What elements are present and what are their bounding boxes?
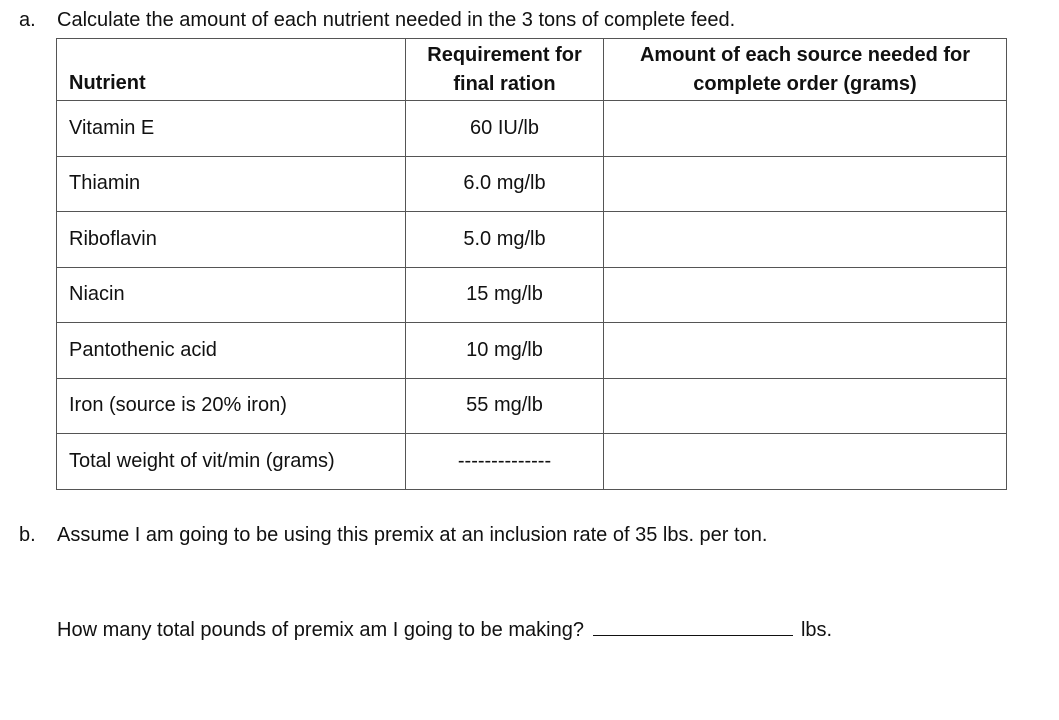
amount-answer-cell[interactable]: [604, 323, 1007, 379]
nutrient-name-cell: Riboflavin: [57, 212, 406, 268]
header-requirement: [406, 39, 604, 101]
header-amount: [604, 39, 1007, 101]
table-header-row: [57, 39, 1007, 101]
nutrient-name-cell: Thiamin: [57, 156, 406, 212]
total-pounds-answer-blank[interactable]: [593, 616, 793, 636]
table-row: [57, 156, 1007, 212]
table-row: [57, 267, 1007, 323]
question-a-text: Calculate the amount of each nutrient needed in the 3 tons of complete feed.: [57, 9, 736, 31]
nutrient-name-cell: Pantothenic acid: [57, 323, 406, 379]
amount-answer-cell[interactable]: [604, 267, 1007, 323]
question-b-text: Assume I am going to be using this premix at an inclusion rate of 35 lbs. per ton.: [57, 524, 768, 546]
nutrient-table: [56, 38, 1007, 490]
nutrient-name-cell: Niacin: [57, 267, 406, 323]
requirement-cell: 6.0 mg/lb: [406, 156, 604, 212]
total-weight-answer-cell[interactable]: [604, 434, 1007, 490]
requirement-cell: 5.0 mg/lb: [406, 212, 604, 268]
header-amount-line1: Amount of each source needed for: [639, 43, 971, 66]
table-row: [57, 101, 1007, 157]
question-a-marker: a.: [19, 9, 36, 31]
header-requirement-line2: final ration: [453, 72, 556, 95]
question-b-marker: b.: [19, 524, 36, 546]
amount-answer-cell[interactable]: [604, 212, 1007, 268]
table-row-total: [57, 434, 1007, 490]
question-b: [19, 523, 767, 547]
total-pounds-question: How many total pounds of premix am I going to be making?: [57, 619, 584, 641]
header-nutrient: Nutrient: [57, 39, 406, 101]
table-row: [57, 212, 1007, 268]
header-requirement-line1: Requirement for: [427, 43, 582, 66]
requirement-cell: 15 mg/lb: [406, 267, 604, 323]
table-row: [57, 378, 1007, 434]
question-a: [19, 8, 735, 32]
requirement-cell: 10 mg/lb: [406, 323, 604, 379]
amount-answer-cell[interactable]: [604, 378, 1007, 434]
nutrient-name-cell: Total weight of vit/min (grams): [57, 434, 406, 490]
requirement-cell: 55 mg/lb: [406, 378, 604, 434]
total-pounds-unit: lbs.: [800, 619, 833, 641]
total-pounds-prompt: [57, 616, 832, 642]
amount-answer-cell[interactable]: [604, 156, 1007, 212]
nutrient-name-cell: Iron (source is 20% iron): [57, 378, 406, 434]
table-row: [57, 323, 1007, 379]
amount-answer-cell[interactable]: [604, 101, 1007, 157]
requirement-cell: --------------: [406, 434, 604, 490]
nutrient-name-cell: Vitamin E: [57, 101, 406, 157]
requirement-cell: 60 IU/lb: [406, 101, 604, 157]
header-amount-line2: complete order (grams): [693, 72, 917, 95]
